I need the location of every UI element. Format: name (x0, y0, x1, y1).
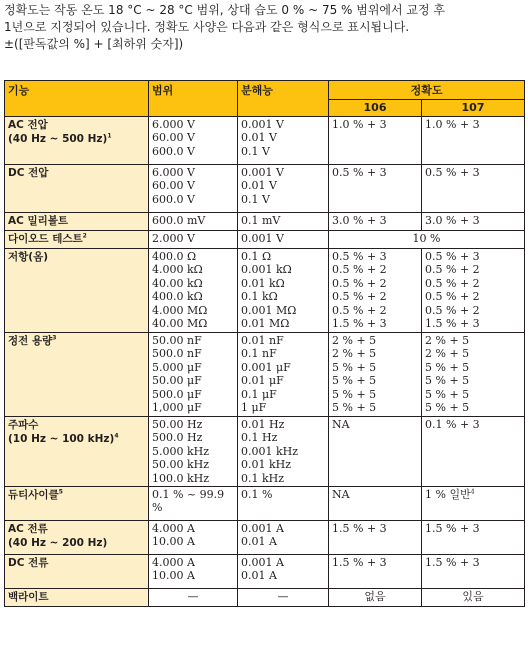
resolution-cell (238, 487, 329, 521)
range-cell-line: 0.1 % ~ 99.9 % (152, 488, 225, 515)
table-row (5, 231, 525, 249)
function-cell (5, 555, 149, 589)
range-cell-line: 5.000 μF (152, 360, 202, 374)
range-cell (149, 589, 238, 607)
range-cell (149, 165, 238, 213)
accuracy-107-cell (422, 249, 525, 333)
accuracy-106-cell-line: 3.0 % + 3 (332, 214, 387, 227)
accuracy-106-cell-line: 0.5 % + 2 (332, 263, 387, 277)
accuracy-107-cell-line: 0.5 % + 3 (425, 166, 480, 179)
resolution-cell-line: 0.1 mV (241, 214, 281, 227)
table-row (5, 165, 525, 213)
resolution-cell-line: 0.01 μF (241, 374, 284, 388)
resolution-cell-line: 0.1 kΩ (241, 290, 278, 304)
specifications-table (4, 80, 525, 607)
accuracy-106-cell-line: 1.5 % + 3 (332, 317, 387, 331)
function-cell-line: 다이오드 테스트$^2$ (8, 232, 87, 245)
resolution-cell-line: 0.01 MΩ (241, 317, 290, 331)
function-cell (5, 333, 149, 417)
footnote-marker: 5 (58, 488, 63, 496)
resolution-cell-line: 0.001 A (241, 522, 284, 536)
accuracy-107-cell-line: 1 % 일반$^4$ (425, 488, 475, 502)
table-row (5, 333, 525, 417)
accuracy-107-cell-line: 0.5 % + 2 (425, 276, 480, 290)
accuracy-106-cell-line: 1.5 % + 3 (332, 556, 387, 570)
range-cell-line: 1,000 μF (152, 401, 202, 415)
accuracy-106-cell-line: 0.5 % + 3 (332, 166, 387, 179)
range-cell (149, 213, 238, 231)
range-cell (149, 521, 238, 555)
accuracy-106-cell-line: 1.0 % + 3 (332, 118, 387, 131)
resolution-cell-line: 0.1 nF (241, 347, 277, 361)
range-cell-line: 10.00 A (152, 535, 195, 549)
resolution-cell (238, 165, 329, 213)
resolution-cell (238, 589, 329, 607)
resolution-cell-line: 0.001 V (241, 232, 284, 245)
header-range: 범위 (149, 81, 238, 117)
header-model-107: 107 (422, 100, 525, 117)
function-cell (5, 117, 149, 165)
function-cell-line: 듀티사이클$^5$ (8, 488, 63, 502)
accuracy-107-cell (422, 417, 525, 487)
resolution-cell-line: 0.01 V (241, 131, 277, 145)
header-accuracy: 정확도 (329, 81, 525, 100)
accuracy-106-cell-line: 5 % + 5 (332, 360, 377, 374)
range-cell-line: 40.00 kΩ (152, 276, 203, 290)
intro-text (4, 2, 526, 53)
range-cell-line: 500.0 μF (152, 387, 202, 401)
accuracy-107-cell (422, 521, 525, 555)
accuracy-106-cell (329, 117, 422, 165)
range-cell-line: 4.000 kΩ (152, 263, 203, 277)
range-cell-line: — (187, 590, 199, 604)
range-cell (149, 333, 238, 417)
range-cell (149, 117, 238, 165)
footnote-marker: 1 (107, 132, 112, 140)
resolution-cell-line: 0.1 Hz (241, 431, 278, 445)
table-row (5, 249, 525, 333)
accuracy-106-cell-line: NA (332, 488, 350, 502)
range-cell-line: 60.00 V (152, 131, 195, 145)
range-cell-line: 400.0 Ω (152, 250, 197, 263)
resolution-cell (238, 117, 329, 165)
accuracy-107-cell-line: 2 % + 5 (425, 347, 470, 361)
function-cell-line: AC 전압 (8, 119, 48, 131)
function-cell (5, 165, 149, 213)
intro-line-3: ±([판독값의 %] + [최하위 숫자]) (4, 37, 184, 51)
accuracy-106-cell-line: 2 % + 5 (332, 334, 377, 347)
accuracy-106-cell-line: 5 % + 5 (332, 387, 377, 401)
range-cell-line: 10.00 A (152, 569, 195, 583)
range-cell-line: 4.000 MΩ (152, 303, 208, 317)
resolution-cell-line: 0.001 kΩ (241, 263, 292, 277)
accuracy-106-cell (329, 521, 422, 555)
resolution-cell-line: 0.01 Hz (241, 418, 285, 431)
accuracy-107-cell-line: 3.0 % + 3 (425, 214, 480, 227)
function-cell-line: (40 Hz ~ 200 Hz) (8, 537, 108, 550)
accuracy-106-cell-line: NA (332, 418, 350, 431)
accuracy-107-cell-line: 1.0 % + 3 (425, 118, 480, 131)
function-cell (5, 249, 149, 333)
resolution-cell-line: 0.001 kHz (241, 444, 299, 458)
intro-line-2: 1년으로 지정되어 있습니다. 정확도 사양은 다음과 같은 형식으로 표시됩니다. (4, 20, 410, 34)
range-cell-line: 600.0 V (152, 192, 195, 206)
range-cell (149, 487, 238, 521)
range-cell-line: 600.0 V (152, 144, 195, 158)
resolution-cell-line: 0.01 A (241, 569, 277, 583)
accuracy-106-cell-line: 1.5 % + 3 (332, 522, 387, 536)
function-cell-line: 백라이트 (8, 591, 49, 604)
footnote-marker: 3 (52, 334, 57, 342)
accuracy-107-cell-line: 1.5 % + 3 (425, 522, 480, 536)
accuracy-106-cell-line: 5 % + 5 (332, 401, 377, 415)
range-cell-line: 4.000 A (152, 522, 195, 536)
range-cell (149, 555, 238, 589)
function-cell-line: (40 Hz ~ 500 Hz)$^1$ (8, 132, 112, 145)
range-cell-line: 40.00 MΩ (152, 317, 208, 331)
accuracy-107-cell (422, 213, 525, 231)
table-row (5, 213, 525, 231)
accuracy-106-cell-line: 0.5 % + 2 (332, 276, 387, 290)
range-cell-line: 400.0 kΩ (152, 290, 203, 304)
resolution-cell-line: 0.01 nF (241, 334, 284, 347)
accuracy-106-cell-line: 0.5 % + 2 (332, 303, 387, 317)
range-cell-line: 6.000 V (152, 166, 195, 179)
accuracy-106-cell-line: 없음 (364, 590, 386, 604)
accuracy-107-cell-line: 1.5 % + 3 (425, 317, 480, 331)
table-row (5, 487, 525, 521)
range-cell-line: 6.000 V (152, 118, 195, 131)
accuracy-107-cell-line: 5 % + 5 (425, 374, 470, 388)
accuracy-106-cell (329, 417, 422, 487)
resolution-cell (238, 213, 329, 231)
resolution-cell (238, 417, 329, 487)
function-cell (5, 213, 149, 231)
header-function: 기능 (5, 81, 149, 117)
resolution-cell-line: 0.001 MΩ (241, 303, 297, 317)
footnote-marker: 4 (114, 432, 119, 440)
accuracy-107-cell-line: 2 % + 5 (425, 334, 470, 347)
range-cell (149, 249, 238, 333)
function-cell (5, 417, 149, 487)
accuracy-107-cell (422, 589, 525, 607)
accuracy-107-cell-line: 0.5 % + 2 (425, 263, 480, 277)
resolution-cell (238, 333, 329, 417)
footnote-marker: 4 (470, 488, 475, 496)
resolution-cell-line: — (277, 590, 289, 604)
accuracy-merged-cell: 10 % (329, 231, 525, 249)
resolution-cell-line: 0.001 V (241, 118, 284, 131)
accuracy-107-cell (422, 117, 525, 165)
resolution-cell-line: 0.1 kHz (241, 471, 285, 485)
accuracy-107-cell-line: 있음 (462, 590, 484, 604)
range-cell-line: 500.0 nF (152, 347, 202, 361)
resolution-cell (238, 231, 329, 249)
accuracy-106-cell (329, 213, 422, 231)
header-model-106: 106 (329, 100, 422, 117)
accuracy-106-cell (329, 165, 422, 213)
table-body (5, 117, 525, 607)
resolution-cell-line: 0.01 V (241, 179, 277, 193)
table-header-row (5, 81, 525, 100)
resolution-cell-line: 0.001 A (241, 556, 284, 570)
function-cell-line: 저항(옴) (8, 251, 49, 263)
table-row (5, 521, 525, 555)
accuracy-106-cell (329, 555, 422, 589)
range-cell-line: 500.0 Hz (152, 431, 203, 445)
range-cell-line: 50.00 kHz (152, 458, 210, 472)
function-cell-line: 주파수 (8, 419, 39, 431)
accuracy-106-cell-line: 5 % + 5 (332, 374, 377, 388)
resolution-cell-line: 0.001 μF (241, 360, 291, 374)
table-row (5, 555, 525, 589)
table-row (5, 417, 525, 487)
range-cell-line: 2.000 V (152, 232, 195, 245)
range-cell (149, 417, 238, 487)
accuracy-107-cell-line: 0.5 % + 2 (425, 290, 480, 304)
accuracy-107-cell-line: 5 % + 5 (425, 360, 470, 374)
resolution-cell (238, 521, 329, 555)
resolution-cell-line: 0.01 kHz (241, 458, 292, 472)
resolution-cell (238, 555, 329, 589)
accuracy-106-cell (329, 589, 422, 607)
resolution-cell-line: 1 μF (241, 401, 267, 415)
accuracy-107-cell (422, 487, 525, 521)
function-cell-line: AC 밀리볼트 (8, 215, 69, 227)
table-row (5, 589, 525, 607)
footnote-marker: 2 (82, 232, 87, 240)
range-cell-line: 50.00 Hz (152, 418, 203, 431)
accuracy-107-cell-line: 0.5 % + 2 (425, 303, 480, 317)
intro-line-1: 정확도는 작동 온도 18 °C ~ 28 °C 범위, 상대 습도 0 % ~ 75 % 범위에서 교정 후 (4, 3, 446, 17)
accuracy-106-cell (329, 487, 422, 521)
accuracy-106-cell (329, 333, 422, 417)
function-cell (5, 521, 149, 555)
resolution-cell-line: 0.1 μF (241, 387, 277, 401)
range-cell-line: 50.00 μF (152, 374, 202, 388)
resolution-cell-line: 0.1 V (241, 192, 270, 206)
accuracy-107-cell-line: 5 % + 5 (425, 387, 470, 401)
range-cell-line: 5.000 kHz (152, 444, 210, 458)
function-cell-line: (10 Hz ~ 100 kHz)$^4$ (8, 432, 119, 445)
resolution-cell-line: 0.01 A (241, 535, 277, 549)
function-cell-line: DC 전류 (8, 557, 49, 570)
accuracy-107-cell (422, 333, 525, 417)
resolution-cell-line: 0.1 Ω (241, 250, 272, 263)
range-cell-line: 50.00 nF (152, 334, 202, 347)
resolution-cell (238, 249, 329, 333)
accuracy-106-cell-line: 0.5 % + 3 (332, 250, 387, 263)
accuracy-106-cell (329, 249, 422, 333)
function-cell-line: 정전 용량$^3$ (8, 334, 57, 347)
range-cell-line: 100.0 kHz (152, 471, 210, 485)
resolution-cell-line: 0.1 V (241, 144, 270, 158)
range-cell (149, 231, 238, 249)
function-cell (5, 231, 149, 249)
resolution-cell-line: 0.1 % (241, 488, 273, 502)
range-cell-line: 600.0 mV (152, 214, 206, 227)
resolution-cell-line: 0.001 V (241, 166, 284, 179)
accuracy-107-cell (422, 555, 525, 589)
accuracy-106-cell-line: 2 % + 5 (332, 347, 377, 361)
function-cell (5, 487, 149, 521)
function-cell-line: AC 전류 (8, 523, 48, 536)
resolution-cell-line: 0.01 kΩ (241, 276, 285, 290)
accuracy-107-cell-line: 0.5 % + 3 (425, 250, 480, 263)
accuracy-107-cell-line: 0.1 % + 3 (425, 418, 480, 431)
range-cell-line: 4.000 A (152, 556, 195, 570)
header-resolution: 분해능 (238, 81, 329, 117)
accuracy-107-cell-line: 5 % + 5 (425, 401, 470, 415)
accuracy-106-cell-line: 0.5 % + 2 (332, 290, 387, 304)
table-row (5, 117, 525, 165)
range-cell-line: 60.00 V (152, 179, 195, 193)
accuracy-107-cell (422, 165, 525, 213)
accuracy-107-cell-line: 1.5 % + 3 (425, 556, 480, 570)
function-cell (5, 589, 149, 607)
function-cell-line: DC 전압 (8, 167, 49, 179)
